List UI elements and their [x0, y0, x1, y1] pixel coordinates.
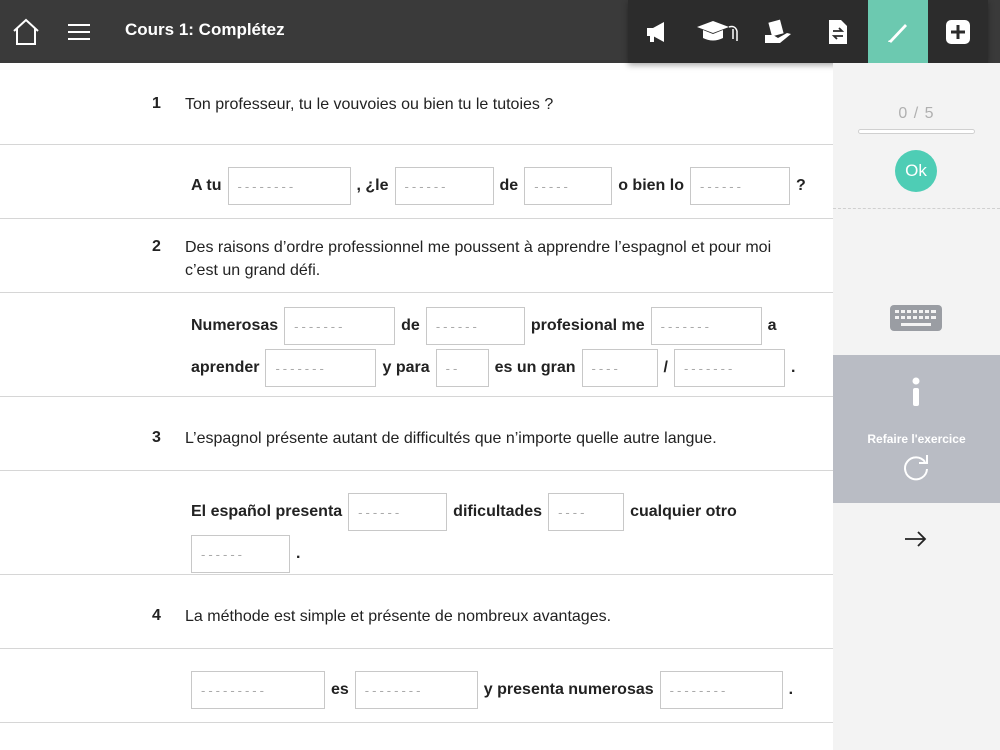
- toolbar: [628, 0, 988, 63]
- keyboard-icon[interactable]: [889, 304, 943, 332]
- sentence-word: de: [499, 177, 519, 194]
- answer-line: [191, 167, 812, 205]
- audio-tool-button[interactable]: [628, 0, 688, 63]
- sentence-word: dificultades: [453, 503, 543, 520]
- answer-line: [191, 349, 801, 387]
- answer-blank-input[interactable]: -------: [651, 307, 762, 345]
- exercise-area: [0, 63, 833, 750]
- home-icon[interactable]: [10, 16, 42, 48]
- ok-button[interactable]: Ok: [895, 150, 937, 192]
- answer-blank-input[interactable]: -----: [524, 167, 612, 205]
- answer-blank-input[interactable]: --: [436, 349, 489, 387]
- page-title: Cours 1: Complétez: [125, 20, 285, 39]
- redo-exercise-button[interactable]: [833, 355, 1000, 503]
- answer-blank-input[interactable]: ----: [548, 493, 624, 531]
- sentence-word: de: [401, 317, 420, 334]
- info-icon: [908, 377, 924, 407]
- score-counter: 0 / 5: [898, 105, 935, 122]
- document-swap-icon: [827, 18, 849, 46]
- answer-blank-input[interactable]: ------: [348, 493, 447, 531]
- question-row: [0, 397, 833, 471]
- answer-blank-input[interactable]: ------: [690, 167, 790, 205]
- lesson-tool-button[interactable]: [688, 0, 748, 63]
- question-prompt: L’espagnol présente autant de difficultés que n’importe quelle autre langue.: [185, 430, 717, 447]
- question-prompt: La méthode est simple et présente de nombreux avantages.: [185, 608, 612, 625]
- pencil-icon: [885, 19, 911, 45]
- sentence-word: es: [331, 681, 349, 698]
- sentence-word: Numerosas: [191, 317, 279, 334]
- hamburger-menu-icon[interactable]: [66, 20, 92, 44]
- sentence-word: /: [663, 359, 668, 376]
- question-prompt: Ton professeur, tu le vouvoies ou bien tu le tutoies ?: [185, 96, 554, 113]
- sentence-word: y para: [382, 359, 430, 376]
- add-tool-button[interactable]: [928, 0, 988, 63]
- answer-blank-input[interactable]: ------: [191, 535, 290, 573]
- answer-line: [191, 307, 783, 345]
- sentence-word: .: [790, 359, 796, 376]
- answer-row: [0, 649, 833, 723]
- exercise-tool-button[interactable]: [868, 0, 928, 63]
- hand-card-icon: [763, 19, 793, 45]
- answer-line: [191, 535, 306, 573]
- answer-line: [191, 493, 743, 531]
- answer-blank-input[interactable]: -------: [265, 349, 376, 387]
- graduation-cap-icon: [695, 19, 741, 45]
- practice-tool-button[interactable]: [748, 0, 808, 63]
- top-bar: [0, 0, 1000, 63]
- refresh-icon: [901, 452, 931, 482]
- right-sidebar: [833, 63, 1000, 750]
- answer-blank-input[interactable]: -------: [674, 349, 785, 387]
- answer-blank-input[interactable]: -------: [284, 307, 395, 345]
- answer-blank-input[interactable]: ------: [395, 167, 494, 205]
- redo-exercise-label: Refaire l'exercice: [867, 432, 966, 446]
- sentence-word: es un gran: [494, 359, 576, 376]
- score-progress-bar: [858, 129, 975, 134]
- question-row: [0, 219, 833, 293]
- question-number: 4: [152, 607, 161, 624]
- question-number: 3: [152, 429, 161, 446]
- answer-blank-input[interactable]: ----: [582, 349, 658, 387]
- sentence-word: profesional me: [530, 317, 645, 334]
- sentence-word: .: [296, 545, 301, 562]
- notes-tool-button[interactable]: [808, 0, 868, 63]
- megaphone-icon: [644, 20, 672, 44]
- answer-blank-input[interactable]: --------: [355, 671, 478, 709]
- sentence-word: a: [767, 317, 777, 334]
- sentence-word: y presenta numerosas: [483, 681, 654, 698]
- answer-blank-input[interactable]: --------: [228, 167, 351, 205]
- sentence-word: , ¿le: [356, 177, 389, 194]
- answer-row: [0, 471, 833, 575]
- answer-blank-input[interactable]: ------: [426, 307, 525, 345]
- answer-blank-input[interactable]: ---------: [191, 671, 325, 709]
- sentence-word: o bien lo: [618, 177, 684, 194]
- sentence-word: El español presenta: [191, 503, 343, 520]
- divider: [833, 208, 1000, 209]
- sentence-word: aprender: [191, 359, 260, 376]
- answer-row: [0, 145, 833, 219]
- sentence-word: .: [788, 681, 794, 698]
- question-number: 1: [152, 95, 161, 112]
- question-row: [0, 63, 833, 145]
- sentence-word: A tu: [191, 177, 222, 194]
- sentence-word: ?: [795, 177, 806, 194]
- arrow-right-icon[interactable]: [903, 529, 929, 549]
- question-row: [0, 575, 833, 649]
- question-prompt: Des raisons d’ordre professionnel me poussent à apprendre l’espagnol et pour moi c’est un grand défi.: [185, 239, 772, 279]
- sentence-word: cualquier otro: [630, 503, 737, 520]
- answer-blank-input[interactable]: --------: [660, 671, 783, 709]
- answer-line: [191, 671, 799, 709]
- plus-icon: [945, 19, 971, 45]
- question-number: 2: [152, 238, 161, 255]
- answer-row: [0, 293, 833, 397]
